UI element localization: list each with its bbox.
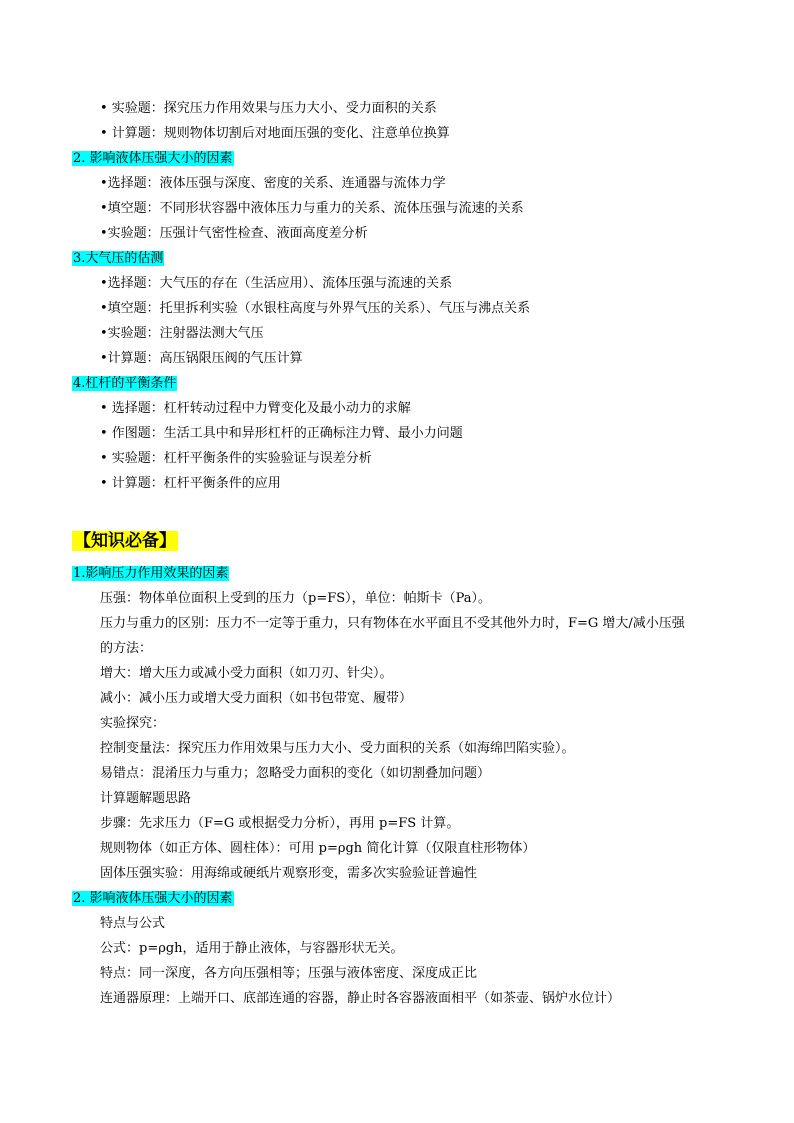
knowledge-title-solid-pressure — [72, 566, 229, 582]
text-line: 连通器原理：上端开口、底部连通的容器，静止时各容器液面相平（如茶壶、锅炉水位计） — [100, 991, 621, 1006]
highlighted-title: 1.影响压力作用效果的因素 — [73, 566, 229, 581]
text-line: 步骤：先求压力（F=G 或根据受力分析），再用 p=FS 计算。 — [100, 816, 460, 831]
text-line: 特点与公式 — [100, 916, 166, 931]
bullet-line: • 计算题：规则物体切割后对地面压强的变化、注意单位换算 — [100, 126, 450, 141]
text-line: 的方法： — [100, 641, 153, 656]
highlighted-title: 4.杠杆的平衡条件 — [73, 376, 177, 391]
bullet-line: • 实验题：杠杆平衡条件的实验验证与误差分析 — [100, 451, 372, 466]
knowledge-heading-text: 【知识必备】 — [74, 531, 176, 551]
bullet-line: •选择题：大气压的存在（生活应用）、流体压强与流速的关系 — [100, 276, 453, 291]
highlighted-title: 2. 影响液体压强大小的因素 — [73, 151, 233, 166]
section-title-atmospheric-pressure — [72, 251, 164, 267]
bullet-line: • 作图题：生活工具中和异形杠杆的正确标注力臂、最小力问题 — [100, 426, 463, 441]
bullet-line: •实验题：注射器法测大气压 — [100, 326, 264, 341]
text-line: 增大：增大压力或减小受力面积（如刀刃、针尖）。 — [100, 666, 393, 681]
text-line: 易错点：混淆压力与重力；忽略受力面积的变化（如切割叠加问题） — [100, 766, 491, 781]
bullet-line: •选择题：液体压强与深度、密度的关系、连通器与流体力学 — [100, 176, 446, 191]
text-line: 压力与重力的区别：压力不一定等于重力，只有物体在水平面且不受其他外力时，F=G 增大/减小压强 — [100, 616, 685, 631]
text-line: 固体压强实验：用海绵或硬纸片观察形变，需多次实验验证普遍性 — [100, 866, 478, 881]
section-title-lever — [72, 376, 177, 392]
bullet-line: • 选择题：杠杆转动过程中力臂变化及最小动力的求解 — [100, 401, 411, 416]
bullet-line: •填空题：不同形状容器中液体压力与重力的关系、流体压强与流速的关系 — [100, 201, 524, 216]
text-line: 压强：物体单位面积上受到的压力（p=FS），单位：帕斯卡（Pa）。 — [100, 591, 492, 606]
bullet-line: •实验题：压强计气密性检查、液面高度差分析 — [100, 226, 368, 241]
text-line: 特点：同一深度，各方向压强相等；压强与液体密度、深度成正比 — [100, 966, 478, 981]
text-line: 规则物体（如正方体、圆柱体）：可用 p=ρgh 简化计算（仅限直柱形物体） — [100, 841, 536, 856]
text-line: 公式：p=ρgh，适用于静止液体，与容器形状无关。 — [100, 941, 404, 956]
knowledge-title-liquid-pressure — [72, 891, 234, 907]
text-line: 实验探究： — [100, 716, 166, 731]
highlighted-title: 3.大气压的估测 — [73, 251, 164, 266]
bullet-line: • 实验题：探究压力作用效果与压力大小、受力面积的关系 — [100, 101, 437, 116]
bullet-line: •填空题：托里拆利实验（水银柱高度与外界气压的关系）、气压与沸点关系 — [100, 301, 531, 316]
knowledge-heading — [72, 530, 178, 554]
text-line: 减小：减小压力或增大受力面积（如书包带宽、履带） — [100, 691, 413, 706]
section-title-liquid-pressure — [72, 151, 234, 167]
text-line: 控制变量法：探究压力作用效果与压力大小、受力面积的关系（如海绵凹陷实验）。 — [100, 741, 575, 756]
bullet-line: •计算题：高压锅限压阀的气压计算 — [100, 351, 303, 366]
highlighted-title: 2. 影响液体压强大小的因素 — [73, 891, 233, 906]
bullet-line: • 计算题：杠杆平衡条件的应用 — [100, 476, 281, 491]
text-line: 计算题解题思路 — [100, 791, 192, 806]
